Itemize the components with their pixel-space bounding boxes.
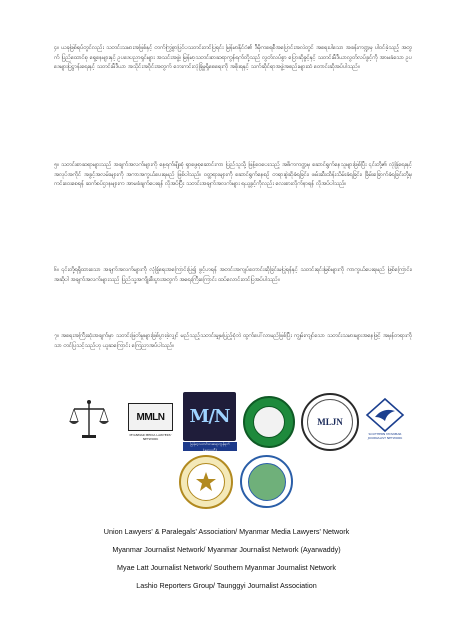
- signatory-line-3: Myae Latt Journalist Network/ Southern Myanmar Journalist Network: [117, 563, 336, 572]
- paragraph-5: ၅။ သတင်းစာဆရာများသည် အချက်အလက်များကို နေ့ရက်မျိုးစုံ ရှာဖွေစုဆောင်းကာ ပြည်သူသို့ ဖြန့်ဝေပေးသည့် အဓိကကဏ္ဍမှ ဆောင်ရွက်နေသူများဖြစ်ပြီး ၎င်းတို့၏ လုံခြုံရေးနှင့် အလုပ်အကိုင် အခွင့်အလမ်းများကို အကာအကွယ်ပေးရမည် ဖြစ်ပါသည်။ ဝတ္တရားများကို ဆောင်ရွက်နေစဉ် တရားစွဲဆိုခံရခြင်း၊ ဖမ်းဆီးထိန်းသိမ်းခံရခြင်း၊ ခြိမ်းခြောက်ခံရခြင်းတို့မှ ကင်းဝေးစေရန် ဆက်စပ်ဌာနများက အာမခံချက်ပေးရန် လိုအပ်ပြီး သတင်းအချက်အလက်များ ရယူခွင့်ကိုလည်း လေးစားလိုက်နာရန် လိုအပ်ပါသည်။: [54, 162, 412, 187]
- mmln-caption: MYANMAR MEDIA LAWYERS' NETWORK: [129, 433, 172, 441]
- bird-icon: [365, 397, 405, 433]
- mljn-letters: MLJN: [317, 417, 343, 427]
- mljn-ring: [307, 399, 353, 445]
- myae-latt-logo: [243, 396, 295, 448]
- mmln-letters: MMLN: [136, 411, 165, 423]
- mjn-letters: M/N: [189, 406, 230, 427]
- southern-mjn-caption: SOUTHERN MYANMAR JOURNALIST NETWORK: [367, 432, 403, 440]
- mmln-mark: [128, 403, 173, 431]
- globe-icon: [253, 406, 285, 438]
- paragraph-7: ၇။ အရေးအကြီးဆုံးအချက်မှာ သတင်းဖြတ်မှုများဖြစ်ပွားခဲ့လျှင် မည်သည့်သတင်းမျှမပြည့်စုံဘဲ ထွက်ပေါ်လာမည်ဖြစ်ပြီး ကျွမ်းကျင်သော သတင်းသမားများအနေဖြင့် အမှန်တရားကိုသာ တင်ပြသင့်သည်ဟု ယူဆကြောင်း ကြေညာအပ်ပါသည်။: [54, 333, 412, 349]
- ulpa-logo: [64, 395, 114, 449]
- southern-mjn-logo: [362, 393, 408, 445]
- signatory-line-4: Lashio Reporters Group/ Taunggyi Journalist Association: [136, 581, 317, 590]
- emblem-icon: [187, 463, 225, 501]
- paragraph-6: ၆။ ၎င်းတို့ရရှိထားသော အချက်အလက်များကို လုံခြုံရေးအကြောင်းပြ၍ ဖွင့်ဟရန် အတင်းအကျပ်တောင်းဆိုခြင်းမပြုရန်နှင့် သတင်းရင်းမြစ်များကို ကာကွယ်ပေးရမည် ဖြစ်ကြောင်း၊ အဆိုပါ အချက်အလက်များသည် ပြည်သူ့အကျိုးစီးပွားအတွက် အရေးကြီးကြောင်း ထပ်လောင်းတင်ပြအပ်ပါသည်။: [54, 267, 412, 283]
- paragraph-4: ၄။ ယခုဖြစ်ရပ်တွင်လည်း သတင်းသမားအဖြစ်နှင့် တက်ကြွစွာပြင်ပသတင်းတင်ပြရင်း မြန်မာနိုင်ငံ၏ ဒီမိုကရေစီအပြောင်းအလဲတွင် အရေးပါသော အခန်းကဏ္ဍမှ ပါဝင်ခဲ့သည့် အတွက် ပြည်ထောင်စု ရှေ့နေများနှင့် ဥပဒေပညာရှင်များ အသင်းအဖွဲ့၊ မြန်မာ့သတင်းစာဆရာကွန်ရက်တို့သည် လွတ်လပ်စွာ ပြောဆိုခွင့်နှင့် သတင်းမီဒီယာလွတ်လပ်ခွင့်ကို အာမခံသော ဥပဒေများပြဋ္ဌာန်းရေးနှင့် သတင်းမီဒီယာ အသိုင်းအဝိုင်းအတွက် ဘေးကင်းလုံခြုံမှုရှိစေရေးကို အစိုးရနှင့် သက်ဆိုင်ရာအဖွဲ့အစည်းများထံ တောင်းဆိုအပ်ပါသည်။: [54, 45, 412, 70]
- lashio-reporters-logo: [179, 455, 233, 509]
- mljn-logo: [301, 393, 359, 451]
- scales-of-justice-icon: [64, 395, 114, 449]
- taunggyi-journalist-logo: [240, 455, 293, 508]
- signatory-line-2: Myanmar Journalist Network/ Myanmar Journalist Network (Ayarwaddy): [112, 545, 341, 554]
- ayarwaddy-banner: မြန်မာ့သတင်းစာဆရာကွန်ရက် (ဧရာဝတီ): [183, 442, 237, 451]
- mmln-logo: [123, 397, 178, 447]
- signatory-line-1: Union Lawyers' & Paralegals' Association/ Myanmar Media Lawyers' Network: [103, 527, 350, 536]
- mountain-icon: [248, 463, 286, 501]
- star-icon: [195, 471, 217, 493]
- mjn-logo: [183, 392, 236, 441]
